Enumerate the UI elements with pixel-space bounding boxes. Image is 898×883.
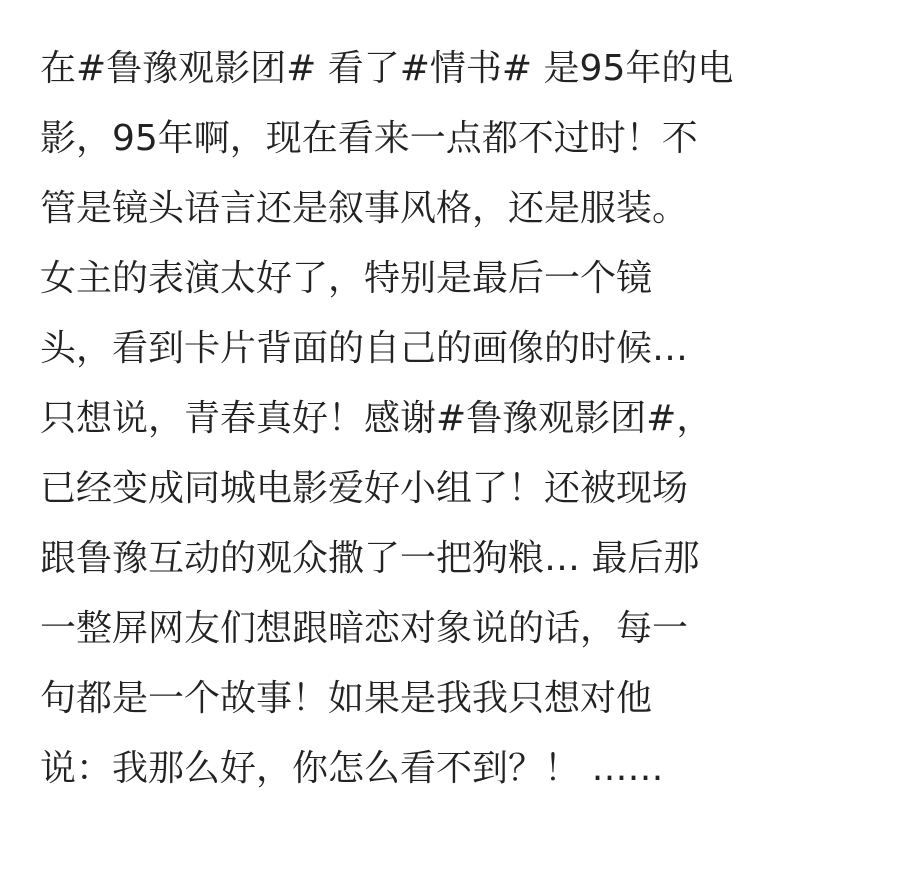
post-text-line: 头，看到卡片背面的自己的画像的时候… <box>40 328 689 369</box>
post-text-line: 已经变成同城电影爱好小组了！还被现场 <box>40 468 689 509</box>
post-text-line: 影，95年啊，现在看来一点都不过时！不 <box>40 118 698 159</box>
post-text-line: 说：我那么好，你怎么看不到？！ …… <box>40 748 664 789</box>
post-text-line: 跟鲁豫互动的观众撒了一把狗粮… 最后那 <box>40 538 700 579</box>
post-text-line: 一整屏网友们想跟暗恋对象说的话，每一 <box>40 608 689 649</box>
post-body-text <box>40 38 870 808</box>
post-text-line: 管是镜头语言还是叙事风格，还是服装。 <box>40 188 689 229</box>
post-text-line: 只想说，青春真好！感谢#鲁豫观影团#， <box>40 398 713 439</box>
post-text-line: 在#鲁豫观影团# 看了#情书# 是95年的电 <box>40 48 734 89</box>
post-text-line: 女主的表演太好了，特别是最后一个镜 <box>40 258 653 299</box>
post-text-line: 句都是一个故事！如果是我我只想对他 <box>40 678 653 719</box>
